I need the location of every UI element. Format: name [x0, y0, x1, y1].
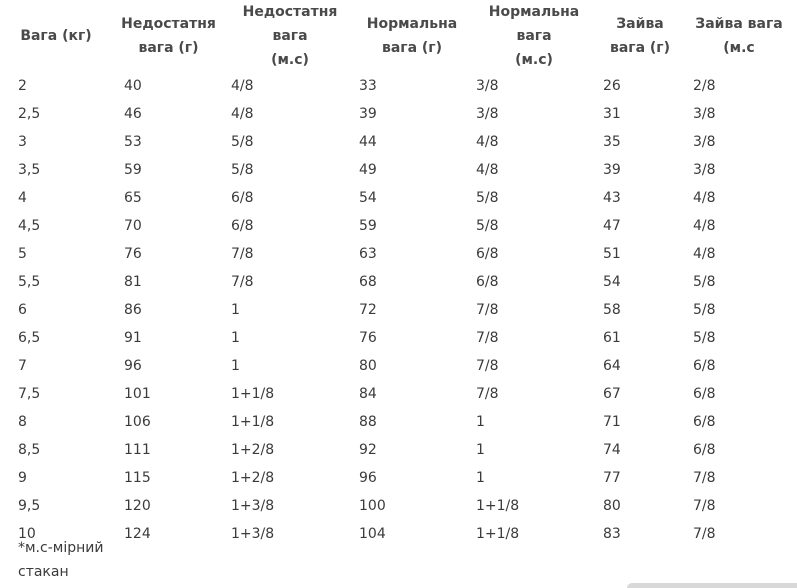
cell-under-g: 76 [124, 246, 142, 262]
cell-over-cup: 7/8 [693, 498, 716, 514]
cell-normal-g: 80 [359, 358, 377, 374]
cell-weight-kg: 3,5 [18, 162, 41, 178]
cell-under-g: 120 [124, 498, 151, 514]
cell-normal-g: 96 [359, 470, 377, 486]
cell-over-g: 47 [603, 218, 621, 234]
cell-under-g: 70 [124, 218, 142, 234]
cell-under-cup: 1+1/8 [231, 386, 275, 402]
cell-normal-g: 54 [359, 190, 377, 206]
cell-normal-g: 63 [359, 246, 377, 262]
cell-weight-kg: 2,5 [18, 106, 41, 122]
cell-under-g: 106 [124, 414, 151, 430]
cell-over-g: 39 [603, 162, 621, 178]
table-row [0, 240, 797, 268]
cell-over-g: 54 [603, 274, 621, 290]
table-row [0, 72, 797, 100]
cell-under-cup: 1+3/8 [231, 526, 275, 542]
cell-weight-kg: 8,5 [18, 442, 41, 458]
header-over-weight-g-line1: Зайва [616, 16, 664, 32]
cell-normal-cup: 1 [476, 470, 485, 486]
header-normal-weight-g [355, 0, 469, 72]
cell-weight-kg: 5,5 [18, 274, 41, 290]
cell-under-g: 81 [124, 274, 142, 290]
cell-normal-cup: 5/8 [476, 190, 499, 206]
cell-normal-cup: 7/8 [476, 386, 499, 402]
cell-normal-g: 100 [359, 498, 386, 514]
cell-normal-g: 49 [359, 162, 377, 178]
cell-weight-kg: 3 [18, 134, 27, 150]
header-under-weight-g [112, 0, 225, 72]
table-row [0, 184, 797, 212]
cell-normal-g: 88 [359, 414, 377, 430]
cell-under-g: 46 [124, 106, 142, 122]
cell-over-g: 80 [603, 498, 621, 514]
cell-normal-cup: 7/8 [476, 330, 499, 346]
footnote-line2: стакан [18, 564, 69, 580]
header-over-weight-g [599, 0, 681, 72]
table-row [0, 156, 797, 184]
table-row [0, 296, 797, 324]
header-weight-kg [0, 0, 112, 72]
cell-under-cup: 7/8 [231, 246, 254, 262]
cell-normal-cup: 1 [476, 414, 485, 430]
cell-over-g: 71 [603, 414, 621, 430]
cell-over-cup: 5/8 [693, 274, 716, 290]
cell-normal-g: 59 [359, 218, 377, 234]
cell-under-g: 115 [124, 470, 151, 486]
cell-normal-g: 92 [359, 442, 377, 458]
cell-under-cup: 4/8 [231, 78, 254, 94]
cell-under-cup: 6/8 [231, 190, 254, 206]
table-row [0, 128, 797, 156]
header-normal-weight-cup [469, 0, 599, 72]
cell-under-g: 124 [124, 526, 151, 542]
cell-under-g: 111 [124, 442, 151, 458]
cell-weight-kg: 6,5 [18, 330, 41, 346]
cell-under-cup: 1+3/8 [231, 498, 275, 514]
cell-under-cup: 1 [231, 330, 240, 346]
cell-over-g: 83 [603, 526, 621, 542]
cell-weight-kg: 2 [18, 78, 27, 94]
cell-normal-cup: 1+1/8 [476, 498, 520, 514]
header-normal-weight-cup-line1: Нормальна вага [488, 4, 580, 44]
cell-over-g: 77 [603, 470, 621, 486]
cell-over-g: 35 [603, 134, 621, 150]
cell-over-cup: 7/8 [693, 526, 716, 542]
cell-over-g: 43 [603, 190, 621, 206]
cell-over-g: 74 [603, 442, 621, 458]
table-row [0, 464, 797, 492]
cell-under-cup: 1+1/8 [231, 414, 275, 430]
footnote [18, 536, 128, 584]
cell-over-cup: 5/8 [693, 302, 716, 318]
header-normal-weight-g-line1: Нормальна [366, 16, 458, 32]
cell-under-cup: 7/8 [231, 274, 254, 290]
cell-normal-cup: 7/8 [476, 358, 499, 374]
cell-over-cup: 6/8 [693, 414, 716, 430]
cell-normal-cup: 4/8 [476, 162, 499, 178]
cell-over-cup: 6/8 [693, 442, 716, 458]
cell-normal-g: 84 [359, 386, 377, 402]
cell-weight-kg: 6 [18, 302, 27, 318]
cell-over-cup: 3/8 [693, 162, 716, 178]
cell-over-cup: 7/8 [693, 470, 716, 486]
table-body [0, 72, 797, 548]
cell-normal-cup: 4/8 [476, 134, 499, 150]
cell-normal-g: 104 [359, 526, 386, 542]
cell-under-g: 86 [124, 302, 142, 318]
cell-normal-g: 33 [359, 78, 377, 94]
cell-weight-kg: 10 [18, 526, 36, 542]
cell-over-g: 61 [603, 330, 621, 346]
header-under-weight-cup [225, 0, 355, 72]
cell-weight-kg: 4,5 [18, 218, 41, 234]
table-row [0, 408, 797, 436]
cell-over-cup: 5/8 [693, 330, 716, 346]
cell-under-g: 65 [124, 190, 142, 206]
cell-under-g: 53 [124, 134, 142, 150]
header-under-weight-cup-line2: (м.с) [271, 52, 309, 68]
cell-normal-g: 76 [359, 330, 377, 346]
header-over-weight-cup-line2: (м.с [723, 40, 755, 56]
cell-normal-g: 44 [359, 134, 377, 150]
cell-weight-kg: 4 [18, 190, 27, 206]
cell-normal-cup: 1 [476, 442, 485, 458]
cell-under-cup: 5/8 [231, 162, 254, 178]
cell-over-g: 64 [603, 358, 621, 374]
cell-under-g: 96 [124, 358, 142, 374]
cell-weight-kg: 5 [18, 246, 27, 262]
cell-normal-cup: 1+1/8 [476, 526, 520, 542]
table-row [0, 268, 797, 296]
cell-normal-cup: 6/8 [476, 246, 499, 262]
header-under-weight-cup-line1: Недостатня вага [242, 4, 338, 44]
cell-over-g: 31 [603, 106, 621, 122]
table-row [0, 436, 797, 464]
header-normal-weight-g-line2: вага (г) [381, 40, 443, 56]
table-header [0, 0, 797, 72]
cell-over-cup: 4/8 [693, 246, 716, 262]
table-row [0, 324, 797, 352]
cell-normal-cup: 6/8 [476, 274, 499, 290]
header-under-weight-g-line2: вага (г) [138, 40, 199, 56]
cell-normal-g: 39 [359, 106, 377, 122]
header-row [0, 0, 797, 72]
table-row [0, 492, 797, 520]
cell-under-cup: 5/8 [231, 134, 254, 150]
cell-normal-g: 68 [359, 274, 377, 290]
table-row [0, 212, 797, 240]
header-under-weight-g-line1: Недостатня [121, 16, 216, 32]
cell-under-cup: 1 [231, 358, 240, 374]
cell-under-cup: 1+2/8 [231, 442, 275, 458]
cell-weight-kg: 8 [18, 414, 27, 430]
cell-over-g: 26 [603, 78, 621, 94]
cell-weight-kg: 9 [18, 470, 27, 486]
header-over-weight-g-line2: вага (г) [609, 40, 671, 56]
cell-normal-cup: 7/8 [476, 302, 499, 318]
cell-normal-cup: 5/8 [476, 218, 499, 234]
cell-under-g: 59 [124, 162, 142, 178]
cell-normal-cup: 3/8 [476, 106, 499, 122]
footnote-line1: *м.с-мірний [18, 540, 104, 556]
cell-over-cup: 3/8 [693, 106, 716, 122]
table-row [0, 380, 797, 408]
cell-over-cup: 4/8 [693, 190, 716, 206]
bottom-edge-bar [627, 583, 797, 588]
header-weight-kg-label: Вага (кг) [20, 28, 92, 44]
header-over-weight-cup [681, 0, 797, 72]
cell-under-cup: 1+2/8 [231, 470, 275, 486]
cell-under-cup: 4/8 [231, 106, 254, 122]
cell-under-cup: 6/8 [231, 218, 254, 234]
cell-normal-g: 72 [359, 302, 377, 318]
cell-over-g: 51 [603, 246, 621, 262]
cell-over-cup: 4/8 [693, 218, 716, 234]
cell-over-g: 67 [603, 386, 621, 402]
cell-over-cup: 2/8 [693, 78, 716, 94]
cell-normal-cup: 3/8 [476, 78, 499, 94]
cell-under-g: 40 [124, 78, 142, 94]
header-over-weight-cup-line1: Зайва вага [695, 16, 783, 32]
cell-under-cup: 1 [231, 302, 240, 318]
cell-weight-kg: 7,5 [18, 386, 41, 402]
cell-over-g: 58 [603, 302, 621, 318]
cell-weight-kg: 7 [18, 358, 27, 374]
cell-weight-kg: 9,5 [18, 498, 41, 514]
cell-over-cup: 6/8 [693, 358, 716, 374]
header-normal-weight-cup-line2: (м.с) [515, 52, 553, 68]
table-row [0, 352, 797, 380]
cell-under-g: 91 [124, 330, 142, 346]
cell-under-g: 101 [124, 386, 151, 402]
cell-over-cup: 3/8 [693, 134, 716, 150]
cell-over-cup: 6/8 [693, 386, 716, 402]
table-row [0, 100, 797, 128]
